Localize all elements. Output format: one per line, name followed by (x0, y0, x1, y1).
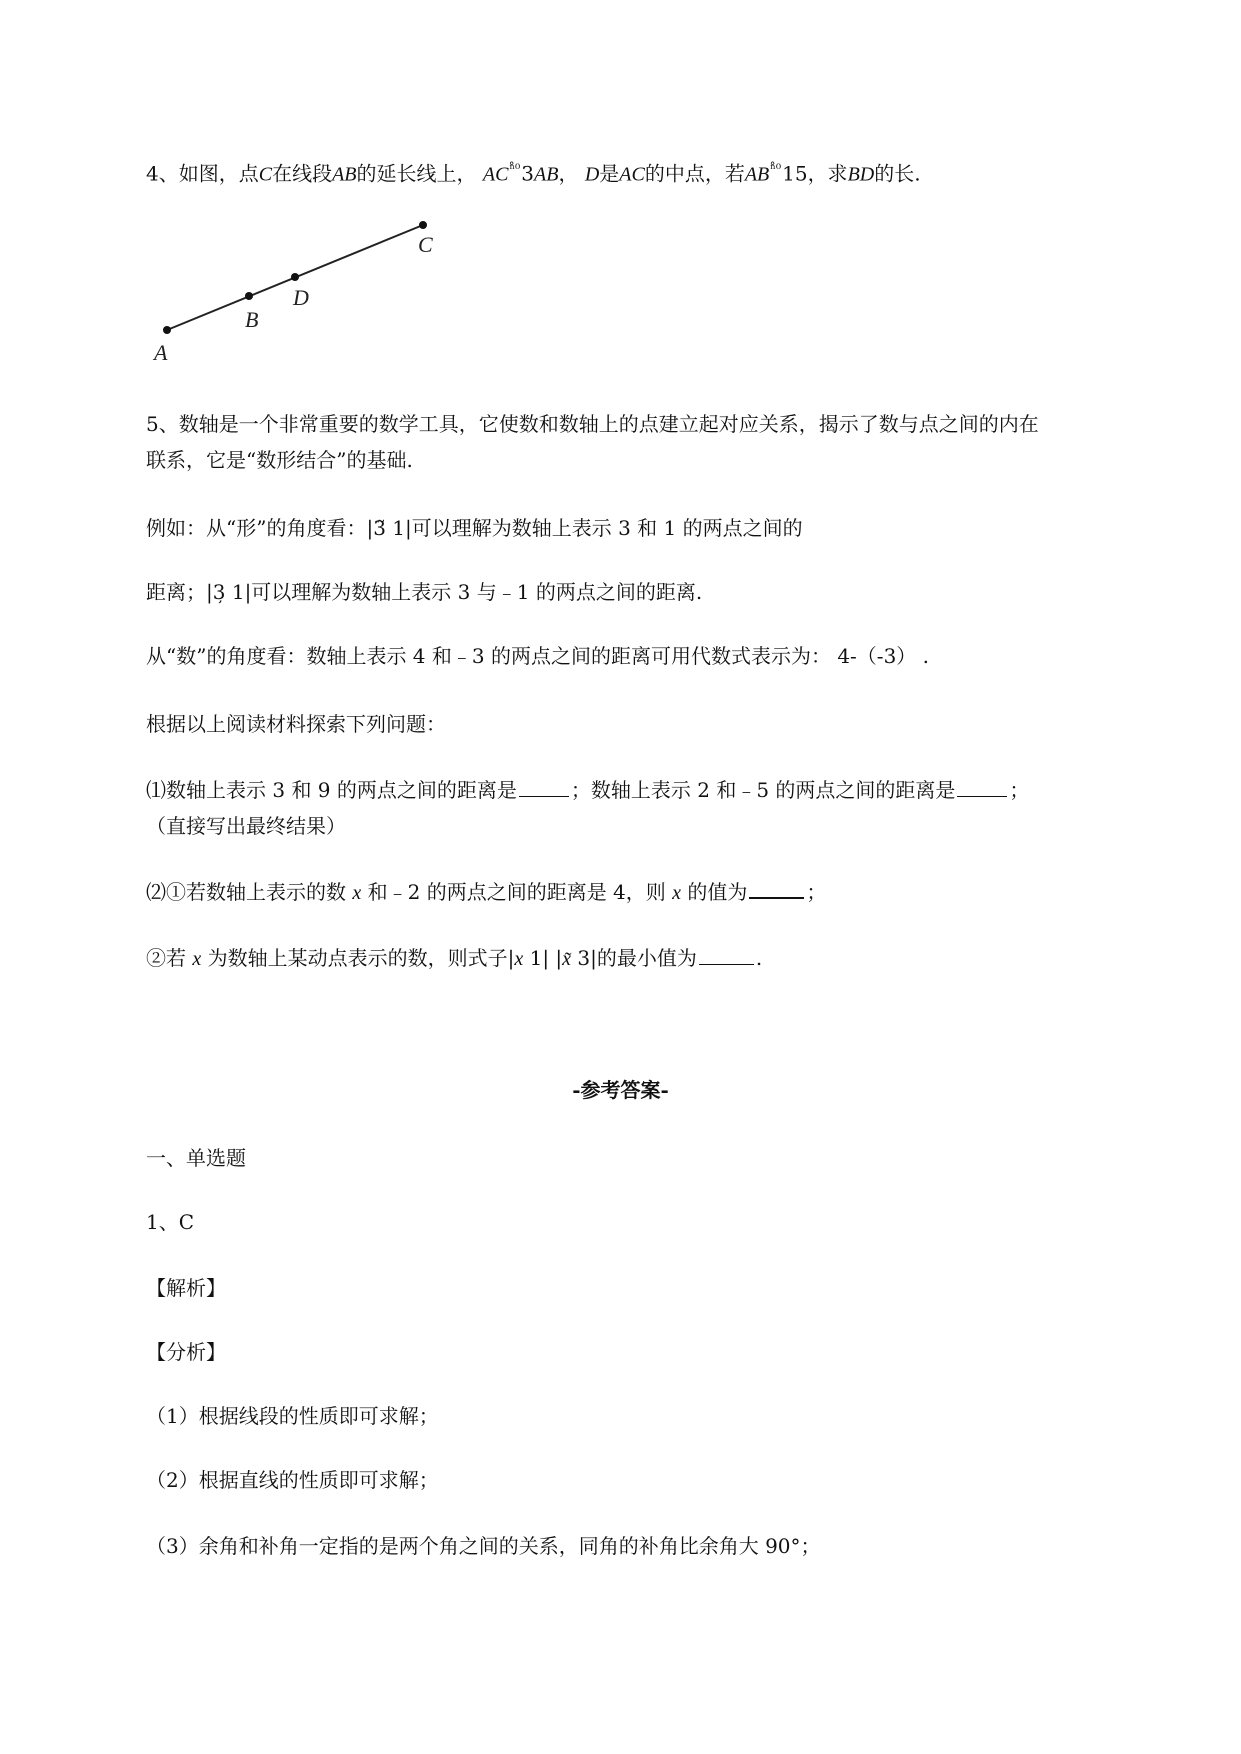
answers-heading: -参考答案- (572, 1078, 669, 1102)
q5-part-1: ⑴数轴上表示 3 和 9 的两点之间的距离是 ；数轴上表示 2 和﹣5 的两点之间的距离是 ； (146, 778, 1030, 802)
answer-blank-1[interactable] (519, 778, 569, 797)
analysis-point-2: （2）根据直线的性质即可求解； (146, 1468, 439, 1492)
q5-line-2: 联系，它是“数形结合”的基础. (146, 448, 413, 472)
analysis-point-3: （3）余角和补角一定指的是两个角之间的关系，同角的补角比余角大 90°； (146, 1534, 821, 1558)
point-a (163, 326, 171, 334)
label-b: B (245, 307, 259, 332)
q5-example-distance: 距离；|3̦ 1|可以理解为数轴上表示 3 与﹣1 的两点之间的距离. (146, 580, 703, 604)
section-title: 一、单选题 (146, 1146, 246, 1170)
point-b (245, 292, 253, 300)
analysis-point-1: （1）根据线段的性质即可求解； (146, 1404, 439, 1428)
breakdown-label: 【分析】 (146, 1340, 226, 1364)
analysis-label: 【解析】 (146, 1276, 226, 1300)
segment-figure (150, 210, 450, 370)
q5-example-number: 从“数”的角度看：数轴上表示 4 和﹣3 的两点之间的距离可用代数式表示为： 4-（-3） . (146, 644, 930, 668)
label-c: C (418, 232, 433, 257)
q5-part-1-note: （直接写出最终结果） (146, 814, 346, 838)
point-d (291, 273, 299, 281)
point-c (419, 221, 427, 229)
answer-item: 1、C (146, 1210, 195, 1234)
label-a: A (154, 340, 168, 365)
answer-blank-3[interactable] (749, 879, 804, 899)
q5-part-2: ⑵①若数轴上表示的数 x 和﹣2 的两点之间的距离是 4，则 x 的值为 ； (146, 880, 827, 904)
answer-blank-2[interactable] (957, 778, 1007, 797)
q5-line-1: 5、数轴是一个非常重要的数学工具，它使数和数轴上的点建立起对应关系，揭示了数与点之间的内在 (146, 412, 1039, 436)
q5-instruction: 根据以上阅读材料探索下列问题： (146, 712, 446, 736)
q5-part-3: ②若 x 为数轴上某动点表示的数，则式子|x 1| |x̃ 3|的最小值为 . (146, 946, 763, 970)
label-d: D (293, 285, 309, 310)
q5-example-shape: 例如：从“形”的角度看：|3̃ 1|可以理解为数轴上表示 3 和 1 的两点之间的 (146, 516, 803, 540)
question-4-text: 4、如图，点C在线段AB的延长线上， $AC^{^n̊^0}3AB$， D是AC的中点，若$AB^{^n̊^0}15$，求BD的长. (146, 161, 921, 186)
answer-blank-4[interactable] (699, 946, 754, 965)
